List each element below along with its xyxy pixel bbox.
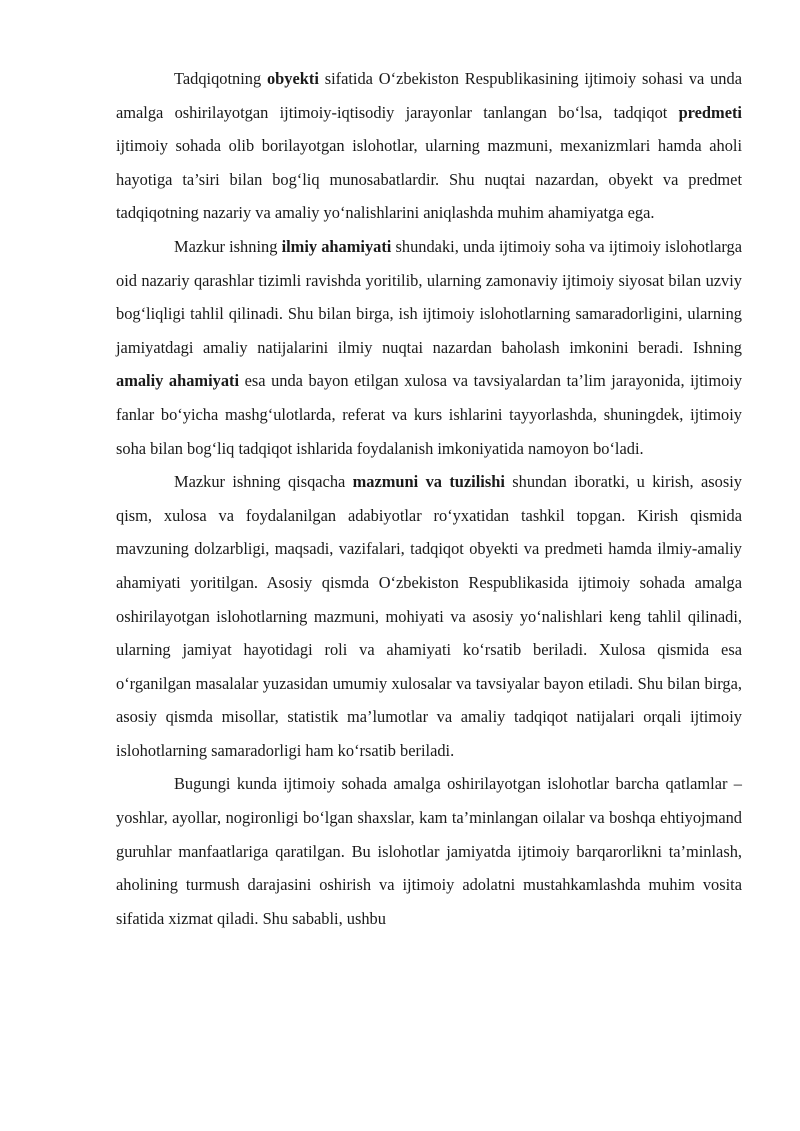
bold-term-mazmuni-va-tuzilishi: mazmuni va tuzilishi: [352, 472, 505, 492]
text-segment: esa unda bayon etilgan xulosa va tavsiyalardan ta’lim jarayonida, ijtimoiy fanlar bo‘yicha mashg‘ulotlarda, referat va kurs ishlarini tayyorlashda, shuningdek, ijtimoiy soha bilan bog‘liq tadqiqot ishlarida foydalanish imkoniyatida namoyon bo‘ladi.: [116, 371, 743, 458]
paragraph-research-object: [116, 62, 742, 230]
text-segment: shundaki, unda ijtimoiy soha va ijtimoiy islohotlarga oid nazariy qarashlar tizimli ravishda yoritilib, ularning zamonaviy ijtimoiy siyosat bilan uzviy bog‘liqligi tahlil qilinadi. Shu bilan birga, ish ijtimoiy islohotlarning samaradorligini, ularning jamiyatdagi amaliy natijalarini ilmiy nuqtai nazardan baholash imkonini beradi. Ishning: [116, 236, 743, 357]
text-segment: Tadqiqotning: [174, 69, 267, 88]
text-segment: sifatida O‘zbekiston Respublikasining ijtimoiy sohasi va unda amalga oshirilayotgan ijtimoiy-iqtisodiy jarayonlar tanlangan bo‘lsa, tadqiqot: [116, 69, 742, 122]
document-page: [116, 62, 742, 935]
bold-term-ilmiy-ahamiyati: ilmiy ahamiyati: [281, 236, 392, 256]
text-segment: Bugungi kunda ijtimoiy sohada amalga oshirilayotgan islohotlar barcha qatlamlar – yoshlar, ayollar, nogironligi bo‘lgan shaxslar, kam ta’minlangan oilalar va boshqa ehtiyojmand guruhlar manfaatlariga qaratilgan. Bu islohotlar jamiyatda ijtimoiy barqarorlikni ta’minlash, aholining turmush darajasini oshirish va ijtimoiy adolatni mustahkamlashda muhim vosita sifatida xizmat qiladi. Shu sababli, ushbu: [116, 774, 742, 928]
paragraph-current-reforms: [116, 767, 742, 935]
text-segment: shundan iboratki, u kirish, asosiy qism, xulosa va foydalanilgan adabiyotlar ro‘yxatidan tashkil topgan. Kirish qismida mavzuning dolzarbligi, maqsadi, vazifalari, tadqiqot obyekti va predmeti hamda ilmiy-amaliy ahamiyati yoritilgan. Asosiy qismda O‘zbekiston Respublikasida ijtimoiy sohada amalga oshirilayotgan islohotlarning mazmuni, mohiyati va asosiy yo‘nalishlari keng tahlil qilinadi, ularning jamiyat hayotidagi roli va ahamiyati ko‘rsatib beriladi. Xulosa qismida esa o‘rganilgan masalalar yuzasidan umumiy xulosalar va tavsiyalar bayon etiladi. Shu bilan birga, asosiy qismda misollar, statistik ma’lumotlar va amaliy tadqiqot natijalari orqali ijtimoiy islohotlarning samaradorligi ham ko‘rsatib beriladi.: [116, 472, 742, 760]
text-segment: Mazkur ishning qisqacha: [174, 472, 353, 492]
bold-term-predmeti: predmeti: [678, 102, 742, 122]
bold-term-amaliy-ahamiyati: amaliy ahamiyati: [116, 371, 240, 391]
text-segment: Mazkur ishning: [174, 236, 282, 256]
text-segment: ijtimoiy sohada olib borilayotgan islohotlar, ularning mazmuni, mexanizmlari hamda aholi hayotiga ta’siri bilan bog‘liq munosabatlardir. Shu nuqtai nazardan, obyekt va predmet tadqiqotning nazariy va amaliy yo‘nalishlarini aniqlashda muhim ahamiyatga ega.: [116, 136, 742, 223]
paragraph-significance: [116, 230, 742, 465]
paragraph-structure: [116, 465, 742, 767]
bold-term-obyekti: obyekti: [266, 69, 319, 88]
